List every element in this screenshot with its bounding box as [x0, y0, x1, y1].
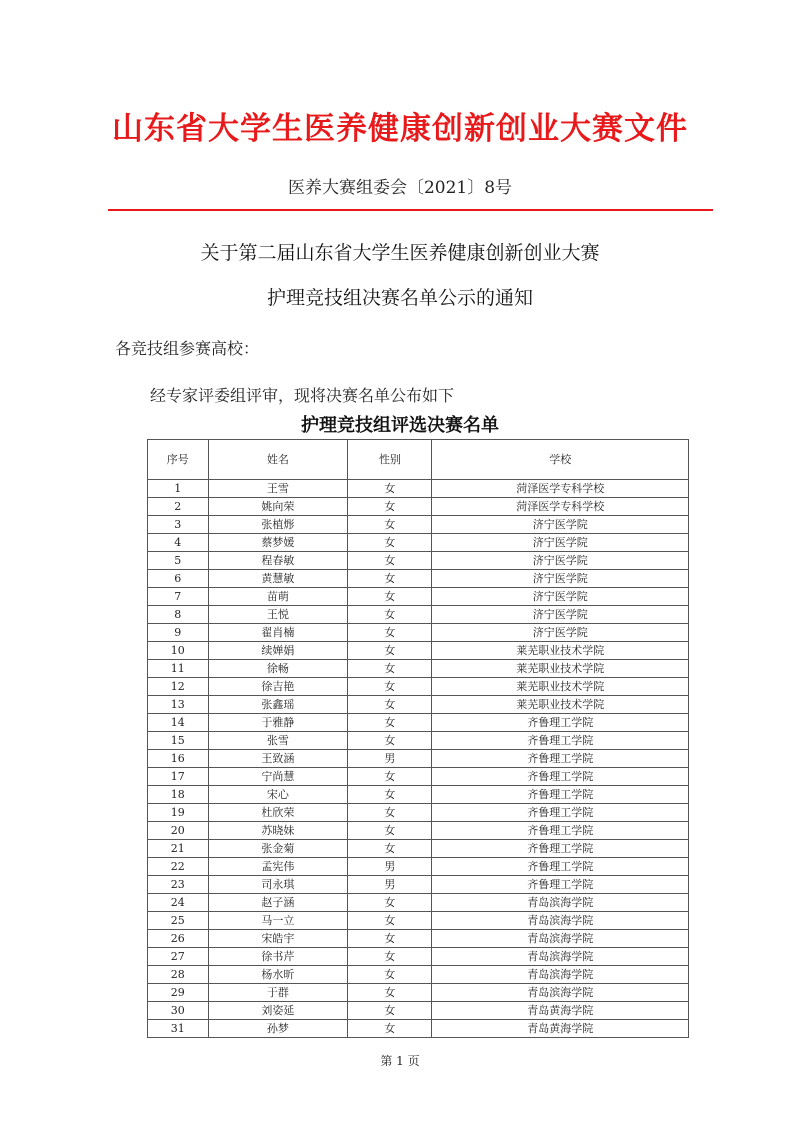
- cell-gender: 女: [348, 840, 432, 858]
- cell-name: 刘姿延: [208, 1002, 348, 1020]
- table-body: [148, 480, 689, 1038]
- cell-school: 济宁医学院: [432, 588, 689, 606]
- cell-number: 1: [148, 480, 209, 498]
- cell-gender: 男: [348, 876, 432, 894]
- cell-number: 17: [148, 768, 209, 786]
- table-row: [148, 786, 689, 804]
- column-header-number: 序号: [148, 440, 209, 480]
- cell-number: 26: [148, 930, 209, 948]
- cell-name: 司永琪: [208, 876, 348, 894]
- table-row: [148, 894, 689, 912]
- table-row: [148, 660, 689, 678]
- cell-gender: 女: [348, 984, 432, 1002]
- table-row: [148, 624, 689, 642]
- cell-name: 姚向荣: [208, 498, 348, 516]
- finalist-table: [147, 439, 689, 1038]
- cell-number: 4: [148, 534, 209, 552]
- cell-school: 莱芜职业技术学院: [432, 642, 689, 660]
- cell-name: 蔡梦媛: [208, 534, 348, 552]
- table-row: [148, 552, 689, 570]
- cell-gender: 女: [348, 786, 432, 804]
- cell-name: 张鑫瑶: [208, 696, 348, 714]
- cell-gender: 女: [348, 588, 432, 606]
- table-row: [148, 534, 689, 552]
- cell-name: 于雅静: [208, 714, 348, 732]
- cell-number: 19: [148, 804, 209, 822]
- table-row: [148, 732, 689, 750]
- cell-school: 齐鲁理工学院: [432, 732, 689, 750]
- table-row: [148, 840, 689, 858]
- greeting: 各竞技组参赛高校：: [115, 339, 260, 358]
- cell-name: 徐吉艳: [208, 678, 348, 696]
- cell-gender: 女: [348, 624, 432, 642]
- cell-number: 14: [148, 714, 209, 732]
- cell-name: 孙梦: [208, 1020, 348, 1038]
- table-row: [148, 930, 689, 948]
- cell-gender: 女: [348, 696, 432, 714]
- cell-name: 王雪: [208, 480, 348, 498]
- cell-school: 齐鲁理工学院: [432, 876, 689, 894]
- cell-school: 济宁医学院: [432, 570, 689, 588]
- cell-school: 齐鲁理工学院: [432, 786, 689, 804]
- cell-gender: 女: [348, 930, 432, 948]
- table-row: [148, 768, 689, 786]
- cell-number: 23: [148, 876, 209, 894]
- cell-number: 12: [148, 678, 209, 696]
- cell-number: 8: [148, 606, 209, 624]
- table-row: [148, 606, 689, 624]
- table-row: [148, 858, 689, 876]
- cell-gender: 女: [348, 498, 432, 516]
- cell-school: 济宁医学院: [432, 534, 689, 552]
- table-title: 护理竞技组评选决赛名单: [301, 415, 499, 436]
- cell-number: 6: [148, 570, 209, 588]
- cell-name: 杨水昕: [208, 966, 348, 984]
- cell-school: 齐鲁理工学院: [432, 714, 689, 732]
- cell-name: 苗萌: [208, 588, 348, 606]
- cell-name: 宋心: [208, 786, 348, 804]
- cell-gender: 女: [348, 534, 432, 552]
- cell-school: 青岛滨海学院: [432, 984, 689, 1002]
- table-row: [148, 714, 689, 732]
- cell-name: 徐书芹: [208, 948, 348, 966]
- table-row: [148, 696, 689, 714]
- cell-number: 22: [148, 858, 209, 876]
- cell-school: 青岛滨海学院: [432, 966, 689, 984]
- cell-number: 28: [148, 966, 209, 984]
- table-row: [148, 678, 689, 696]
- table-row: [148, 516, 689, 534]
- cell-gender: 女: [348, 678, 432, 696]
- cell-school: 齐鲁理工学院: [432, 858, 689, 876]
- cell-school: 齐鲁理工学院: [432, 750, 689, 768]
- cell-gender: 女: [348, 660, 432, 678]
- table-row: [148, 822, 689, 840]
- cell-number: 31: [148, 1020, 209, 1038]
- page-number: 第 1 页: [380, 1054, 420, 1068]
- cell-school: 济宁医学院: [432, 552, 689, 570]
- cell-school: 青岛滨海学院: [432, 912, 689, 930]
- cell-name: 张植烿: [208, 516, 348, 534]
- cell-number: 21: [148, 840, 209, 858]
- cell-gender: 女: [348, 948, 432, 966]
- document-header-title: 山东省大学生医养健康创新创业大赛文件: [112, 111, 688, 147]
- cell-number: 13: [148, 696, 209, 714]
- cell-school: 齐鲁理工学院: [432, 804, 689, 822]
- cell-name: 黄慧敏: [208, 570, 348, 588]
- column-header-school: 学校: [432, 440, 689, 480]
- table-row: [148, 912, 689, 930]
- document-number: 医养大赛组委会〔2021〕8号: [287, 178, 513, 198]
- cell-gender: 女: [348, 714, 432, 732]
- cell-number: 29: [148, 984, 209, 1002]
- cell-gender: 女: [348, 804, 432, 822]
- cell-number: 7: [148, 588, 209, 606]
- cell-gender: 女: [348, 1020, 432, 1038]
- table-row: [148, 984, 689, 1002]
- table-row: [148, 642, 689, 660]
- table-row: [148, 948, 689, 966]
- table-row: [148, 570, 689, 588]
- table-row: [148, 588, 689, 606]
- table-row: [148, 804, 689, 822]
- cell-number: 5: [148, 552, 209, 570]
- cell-gender: 女: [348, 552, 432, 570]
- cell-name: 王致涵: [208, 750, 348, 768]
- cell-school: 齐鲁理工学院: [432, 768, 689, 786]
- cell-name: 宋皓宇: [208, 930, 348, 948]
- cell-gender: 女: [348, 966, 432, 984]
- cell-gender: 女: [348, 642, 432, 660]
- cell-school: 青岛滨海学院: [432, 894, 689, 912]
- cell-gender: 女: [348, 894, 432, 912]
- cell-number: 11: [148, 660, 209, 678]
- cell-number: 25: [148, 912, 209, 930]
- cell-name: 张金菊: [208, 840, 348, 858]
- table-row: [148, 1020, 689, 1038]
- table-row: [148, 1002, 689, 1020]
- cell-school: 青岛滨海学院: [432, 948, 689, 966]
- cell-gender: 男: [348, 750, 432, 768]
- table-row: [148, 750, 689, 768]
- cell-name: 孟宪伟: [208, 858, 348, 876]
- cell-gender: 女: [348, 912, 432, 930]
- cell-number: 10: [148, 642, 209, 660]
- table-row: [148, 480, 689, 498]
- cell-number: 30: [148, 1002, 209, 1020]
- cell-gender: 女: [348, 732, 432, 750]
- cell-school: 莱芜职业技术学院: [432, 678, 689, 696]
- cell-number: 16: [148, 750, 209, 768]
- cell-gender: 女: [348, 606, 432, 624]
- cell-school: 青岛滨海学院: [432, 930, 689, 948]
- cell-school: 青岛黄海学院: [432, 1002, 689, 1020]
- cell-name: 王悦: [208, 606, 348, 624]
- notice-title-line-1: 关于第二届山东省大学生医养健康创新创业大赛: [200, 242, 600, 264]
- column-header-name: 姓名: [208, 440, 348, 480]
- cell-school: 齐鲁理工学院: [432, 840, 689, 858]
- cell-school: 青岛黄海学院: [432, 1020, 689, 1038]
- cell-gender: 女: [348, 1002, 432, 1020]
- cell-number: 24: [148, 894, 209, 912]
- cell-name: 张雪: [208, 732, 348, 750]
- table-row: [148, 966, 689, 984]
- cell-number: 27: [148, 948, 209, 966]
- cell-number: 20: [148, 822, 209, 840]
- cell-school: 菏泽医学专科学校: [432, 498, 689, 516]
- column-header-gender: 性别: [348, 440, 432, 480]
- cell-gender: 女: [348, 480, 432, 498]
- cell-school: 济宁医学院: [432, 606, 689, 624]
- cell-name: 杜欣荣: [208, 804, 348, 822]
- cell-name: 翟肖楠: [208, 624, 348, 642]
- table-row: [148, 876, 689, 894]
- cell-school: 济宁医学院: [432, 624, 689, 642]
- cell-school: 菏泽医学专科学校: [432, 480, 689, 498]
- cell-gender: 女: [348, 570, 432, 588]
- cell-name: 苏晓妹: [208, 822, 348, 840]
- cell-name: 宁尚慧: [208, 768, 348, 786]
- cell-gender: 女: [348, 768, 432, 786]
- intro-paragraph: 经专家评委组评审，现将决赛名单公布如下: [150, 386, 455, 405]
- cell-name: 续婵娟: [208, 642, 348, 660]
- table-header-row: [148, 440, 689, 480]
- cell-number: 15: [148, 732, 209, 750]
- cell-gender: 男: [348, 858, 432, 876]
- table-row: [148, 498, 689, 516]
- cell-number: 2: [148, 498, 209, 516]
- cell-name: 程春敏: [208, 552, 348, 570]
- cell-name: 赵子涵: [208, 894, 348, 912]
- notice-title-line-2: 护理竞技组决赛名单公示的通知: [266, 287, 533, 309]
- cell-number: 18: [148, 786, 209, 804]
- cell-number: 3: [148, 516, 209, 534]
- cell-school: 莱芜职业技术学院: [432, 660, 689, 678]
- cell-school: 济宁医学院: [432, 516, 689, 534]
- cell-name: 徐畅: [208, 660, 348, 678]
- cell-number: 9: [148, 624, 209, 642]
- cell-gender: 女: [348, 516, 432, 534]
- header-divider: [108, 209, 713, 211]
- cell-name: 马一立: [208, 912, 348, 930]
- cell-gender: 女: [348, 822, 432, 840]
- cell-name: 于群: [208, 984, 348, 1002]
- cell-school: 莱芜职业技术学院: [432, 696, 689, 714]
- cell-school: 齐鲁理工学院: [432, 822, 689, 840]
